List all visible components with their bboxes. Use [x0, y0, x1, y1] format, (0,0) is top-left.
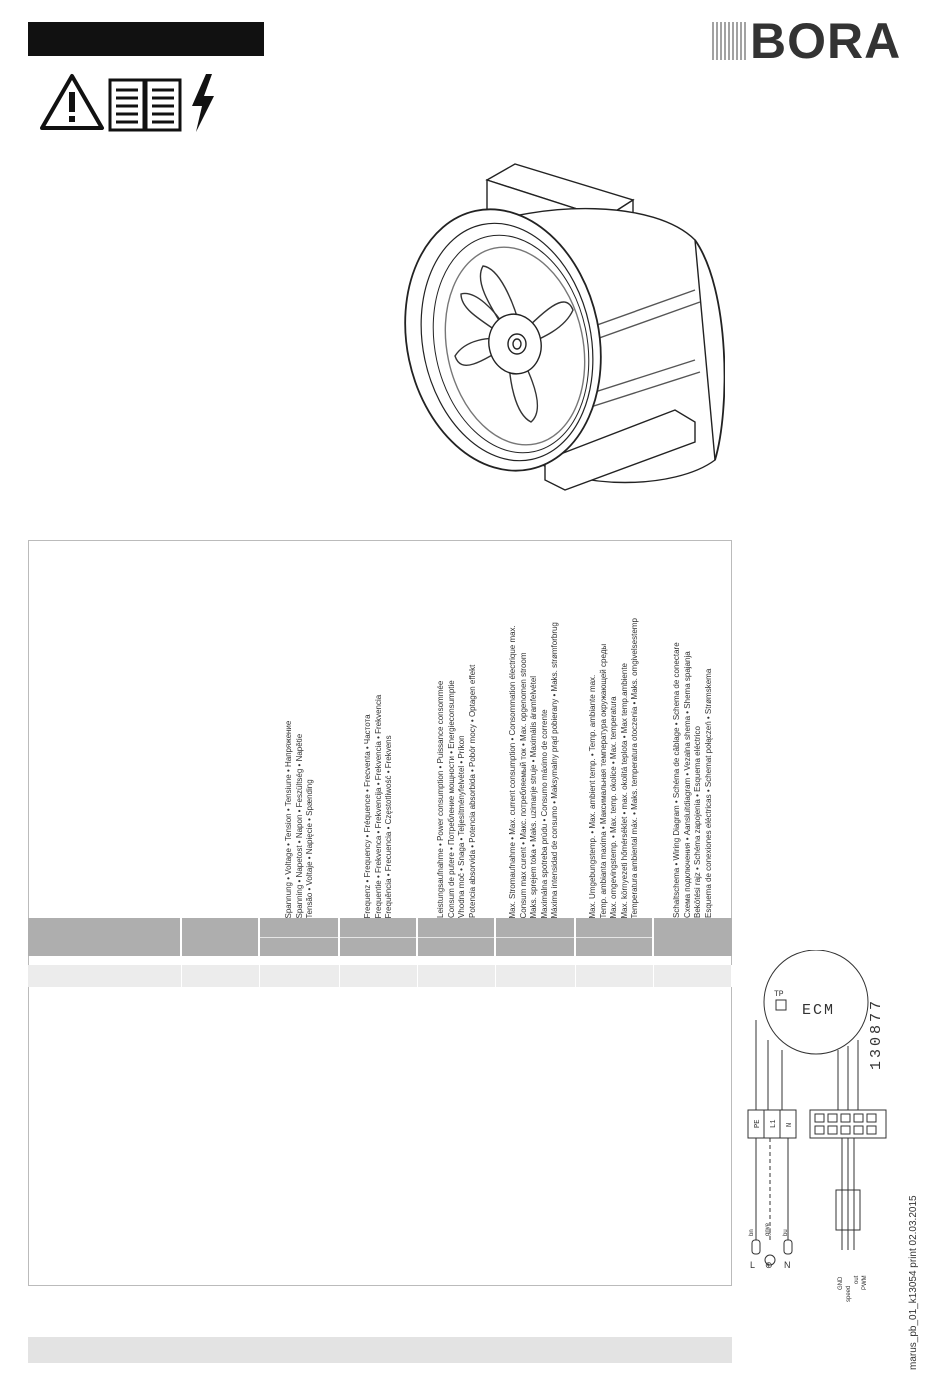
voltage-line-1: Spannung • Voltage • Tension • Tensiune • Напряжение	[284, 720, 293, 918]
terminal-n: N	[786, 1122, 794, 1127]
data-cell-power	[418, 965, 496, 987]
power-line-1: Leistungsaufnahme • Power consumption • Puissance consommée	[436, 680, 445, 918]
current-line-5: Máxima intensidad de consumo • Maksymalny prąd pobierany • Maks. strømforbrug	[550, 621, 559, 918]
current-line-4: Maximálna spotreba prúdu • Consumo máximo de corrente	[539, 708, 549, 918]
table-header-row	[28, 918, 732, 956]
data-cell-wiring	[654, 965, 732, 987]
header-cell-voltage	[260, 918, 338, 956]
wire-color-bn: bn	[749, 1229, 755, 1236]
lightning-bolt-icon	[192, 74, 214, 132]
frequency-line-2: Frequentie • Frekvenca • Frekvencija • Frekvencia • Frekvencia	[373, 694, 383, 918]
temperature-line-2: Temp. ambianta maxima • Максимальная температура окружающей среды	[598, 643, 608, 918]
temperature-line-1: Max. Umgebungstemp. • Max. ambient temp. • Temp. ambiante max.	[588, 674, 597, 918]
print-info	[908, 1170, 922, 1370]
thermal-protector-icon	[776, 1000, 786, 1010]
data-cell-frequency	[340, 965, 418, 987]
data-cell-voltage	[260, 965, 340, 987]
safety-icons	[40, 72, 220, 134]
data-cell-code	[182, 965, 260, 987]
print-info-text: marus_pb_01_k13054 print 02.03.2015	[908, 1195, 919, 1370]
footer-gray-bar	[28, 1337, 732, 1363]
bora-logo	[712, 13, 907, 69]
control-label-speed: speed	[846, 1285, 852, 1302]
power-line-2: Consum de putere • Потребление мощности • Energieconsumptie	[446, 680, 456, 918]
header-black-bar	[28, 22, 264, 56]
inline-fan-illustration	[395, 160, 725, 500]
supply-label-n: N	[784, 1260, 791, 1270]
voltage-line-3: Tensão • Voltaje • Napięcie • Spænding	[305, 778, 314, 918]
column-header-temperature	[588, 548, 684, 918]
power-line-4: Potencia absorvida • Potencia absorbida • Pobór mocy • Optagen effekt	[467, 664, 477, 918]
frequency-line-3: Frequência • Frecuencia • Częstotliwość • Frekvens	[384, 734, 393, 918]
temperature-line-4: Max. környezeti hőmérséklet • max. okolitá teplota • Max temp.ambiente	[619, 662, 629, 918]
data-cell-current	[496, 965, 576, 987]
power-line-3: Vhodna moč • Snaga • Teljesítményfelvétel • Príkon	[457, 735, 466, 918]
voltage-line-2: Spanning • Napetost • Napon • Feszültség • Napětie	[294, 733, 304, 918]
temperature-line-5: Temperatura ambiental máx. • Maks. temperatura otoczenia • Maks. omgivelsestemp	[630, 617, 639, 918]
wire-color-bu: bu	[783, 1229, 789, 1236]
supply-label-earth: ⊕	[765, 1260, 773, 1270]
logo-text: BORA	[750, 13, 902, 69]
motor-label: ECM	[802, 1002, 836, 1019]
header-cell-temperature	[576, 918, 652, 956]
current-line-2: Consum max curent • Макс. потребляемый ток • Max. opgenomen stroom	[518, 651, 528, 918]
terminal-l1: L1	[770, 1119, 778, 1128]
control-label-gnd: GND	[838, 1276, 844, 1290]
current-line-1: Max. Stromaufnahme • Max. current consumption • Consommation électrique max.	[508, 624, 517, 918]
header-cell-current	[496, 918, 574, 956]
wiring-line-4: Esquema de conexiones eléctricas • Schemat połączeń • Strømskema	[703, 668, 713, 918]
wiring-line-3: Bekötési rajz • Schéma zapojenia • Esquema eléctrico	[693, 726, 702, 918]
control-label-pwm: PWM	[862, 1275, 868, 1290]
control-label-out: out	[854, 1275, 860, 1284]
header-cell-power	[418, 918, 494, 956]
thermal-protector-label: TP	[774, 990, 784, 999]
frequency-line-1: Frequenz • Frequency • Fréquence • Frecventa • Частота	[363, 713, 372, 918]
current-line-3: Maks. sprejem toka • Maks. uzimanje struje • Maximális áramfelvétel	[529, 675, 538, 918]
diagram-code-text: 130877	[868, 997, 885, 1070]
header-cell-wiring	[654, 918, 732, 956]
data-cell-model	[28, 965, 182, 987]
terminal-pe: PE	[754, 1119, 762, 1128]
header-cell-frequency	[340, 918, 416, 956]
wiring-line-1: Schaltschema • Wiring Diagram • Schéma de câblage • Schema de conectare	[672, 642, 681, 918]
header-cell-model	[28, 918, 180, 956]
column-header-wiring	[672, 548, 768, 918]
wiring-line-2: Схема подключения • Aansluitdiagram • Vezalna shema • Shema spajanja	[682, 651, 692, 918]
temperature-line-3: Max. omgevingstemp. • Max. temp. okolice • Max. temperatura	[609, 695, 618, 918]
warning-triangle-icon	[42, 76, 102, 128]
table-row	[28, 965, 732, 987]
data-cell-temperature	[576, 965, 654, 987]
diagram-code	[868, 980, 898, 1070]
supply-label-l: L	[750, 1260, 756, 1270]
open-book-icon	[110, 80, 180, 130]
wire-color-gnye: gnye	[765, 1222, 771, 1236]
header-cell-code	[182, 918, 258, 956]
logo-mark-icon	[712, 22, 746, 60]
